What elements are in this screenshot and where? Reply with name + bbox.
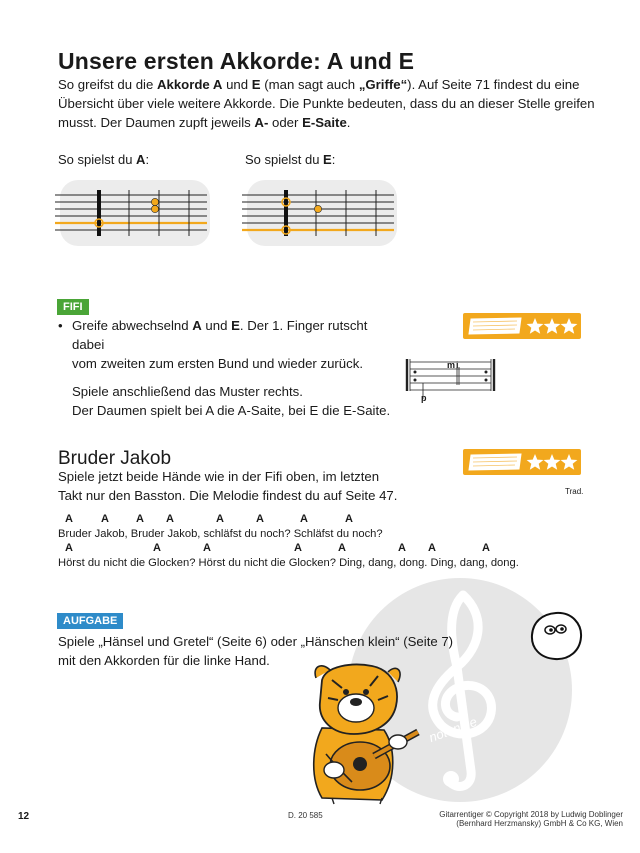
chord-a-diagram xyxy=(55,178,215,250)
intro-text-1: So greifst du die xyxy=(58,77,157,92)
chord-e-hand-shadow xyxy=(247,180,397,246)
intro-text-3: (man sagt auch xyxy=(260,77,359,92)
intro-bold-4: A- xyxy=(254,115,269,130)
fifi-line-1-bold-e: E xyxy=(231,318,240,333)
watermark-text: notendie xyxy=(426,713,479,746)
chord-a-label-prefix: So spielst du xyxy=(58,152,137,167)
task-badge: AUFGABE xyxy=(57,613,123,629)
footer-copyright-line-1: Gitarrentiger © Copyright 2018 by Ludwig Doblinger xyxy=(439,810,623,819)
chord-marker: A xyxy=(294,542,302,554)
chord-e-diagram xyxy=(242,178,402,250)
fifi-line-1-mid: und xyxy=(201,318,232,333)
footer-copyright xyxy=(425,810,623,828)
intro-bold-2: E xyxy=(251,77,261,92)
intro-bold-5: E-Saite xyxy=(302,115,347,130)
lyrics-line-2: Hörst du nicht die Glocken? Hörst du nicht die Glocken? Ding, dang, dong. Ding, dang, dong. xyxy=(58,557,519,569)
chord-marker: A xyxy=(428,542,436,554)
chord-marker: A xyxy=(338,542,346,554)
fifi-line-4: Der Daumen spielt bei A die A-Saite, bei E die E-Saite. xyxy=(72,403,391,418)
footer-code: D. 20 585 xyxy=(288,811,323,820)
song-title: Bruder Jakob xyxy=(58,448,172,469)
song-desc-line-2: Takt nur den Basston. Die Melodie findest du auf Seite 47. xyxy=(58,488,398,503)
intro-text-4: ). Auf Seite 71 findest du eine Übersicht über viele weitere Akkorde. Die Punkte bedeuten, dass du an dieser Stelle greifen musst. Der Daumen zupft jeweils xyxy=(58,77,595,130)
chord-marker: A xyxy=(166,513,174,525)
chord-marker: A xyxy=(136,513,144,525)
chord-e-label-bold: E xyxy=(323,152,332,167)
page-title: Unsere ersten Akkorde: A und E xyxy=(58,48,415,74)
chord-marker: A xyxy=(65,513,73,525)
difficulty-badge-fifi xyxy=(463,313,581,339)
chord-a-dot-2 xyxy=(151,205,158,212)
chord-a-nut xyxy=(97,190,101,236)
task-line-2: mit den Akkorden für die linke Hand. xyxy=(58,653,270,668)
chord-e-nut xyxy=(284,190,288,236)
intro-text-2: und xyxy=(222,77,252,92)
chord-e-label xyxy=(245,152,335,167)
chord-marker: A xyxy=(345,513,353,525)
chord-e-dot-1 xyxy=(314,205,321,212)
fifi-bullet: • xyxy=(58,318,63,333)
chord-marker: A xyxy=(398,542,406,554)
song-trad: Trad. xyxy=(565,487,584,496)
chord-marker: A xyxy=(65,542,73,554)
pattern-m: m xyxy=(447,360,456,370)
chord-marker: A xyxy=(101,513,109,525)
chord-marker: A xyxy=(203,542,211,554)
chord-a-dot-1 xyxy=(151,198,158,205)
lyrics-line-1: Bruder Jakob, Bruder Jakob, schläfst du noch? Schläfst du noch? xyxy=(58,528,383,540)
chord-e-label-suffix: : xyxy=(331,152,336,167)
chord-marker: A xyxy=(482,542,490,554)
chord-a-label-suffix: : xyxy=(145,152,150,167)
fifi-line-3: Spiele anschließend das Muster rechts. xyxy=(72,384,303,399)
pattern-p: p xyxy=(421,393,427,403)
fifi-line-1 xyxy=(72,316,403,354)
intro-bold-3: „Griffe“ xyxy=(358,77,408,92)
chord-a-label-bold: A xyxy=(136,152,146,167)
intro-text-6: . xyxy=(346,115,351,130)
chord-marker: A xyxy=(256,513,264,525)
chord-a-hand-shadow xyxy=(60,180,210,246)
difficulty-badge-song xyxy=(463,449,581,475)
chord-marker: A xyxy=(300,513,308,525)
chord-a-label xyxy=(58,152,149,167)
page-number: 12 xyxy=(18,811,30,822)
song-desc-line-1: Spiele jetzt beide Hände wie in der Fifi oben, im letzten xyxy=(58,469,380,484)
fifi-line-1-prefix: Greife abwechselnd xyxy=(72,318,193,333)
pattern-i: i xyxy=(456,360,459,370)
fifi-line-1-bold-a: A xyxy=(192,318,202,333)
task-line-1: Spiele „Hänsel und Gretel“ (Seite 6) oder „Hänschen klein“ (Seite 7) xyxy=(58,634,454,649)
song-description xyxy=(58,467,458,505)
fifi-line-2: vom zweiten zum ersten Bund und wieder zurück. xyxy=(72,356,363,371)
intro-paragraph xyxy=(58,75,598,132)
intro-bold-1: Akkorde A xyxy=(156,77,223,92)
fifi-line-1-suffix: . Der 1. Finger rutscht dabei xyxy=(72,318,368,352)
footer-copyright-line-2: (Bernhard Herzmansky) GmbH & Co KG, Wien xyxy=(456,819,623,828)
intro-text-5: oder xyxy=(268,115,303,130)
fifi-bullet-item xyxy=(58,316,403,420)
chord-marker: A xyxy=(153,542,161,554)
fifi-text xyxy=(58,316,403,420)
chord-marker: A xyxy=(216,513,224,525)
face-icon xyxy=(528,610,584,662)
task-text xyxy=(58,632,508,670)
chord-e-label-prefix: So spielst du xyxy=(245,152,324,167)
tiger-guitar-illustration xyxy=(292,658,422,806)
fifi-badge: FIFI xyxy=(57,299,89,315)
